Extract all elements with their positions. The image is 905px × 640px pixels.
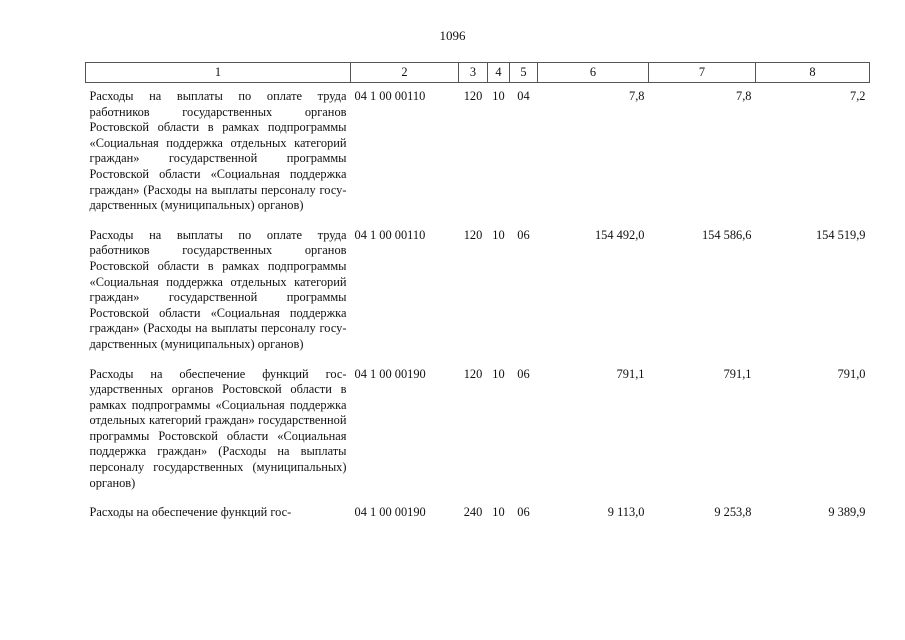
row-value-6: 7,8 [629,89,645,103]
row-description: Расходы на выплаты по оплате труда работников государственных органов Ростовской области в рамках подпрограммы «Социальная поддержка отдельных категорий граждан» государственной программы Ростовской области «Социальная поддержка граждан» (Расходы на выплаты персоналу государственных (муниципальных) органов) [89,89,347,213]
row-value-7: 154 586,6 [701,227,752,242]
row-section: 10 [492,227,505,242]
row-target-code: 04 1 00 00110 [354,89,426,103]
row-target-code: 04 1 00 00110 [354,227,426,242]
row-section: 10 [492,505,505,520]
row-target-code: 04 1 00 00190 [354,366,426,381]
row-value-6: 791,1 [616,366,645,381]
header-row [86,63,870,83]
row-value-8: 7,2 [850,89,866,103]
column-header: 7 [649,63,756,83]
column-header: 6 [538,63,649,83]
row-subsection: 06 [517,366,530,381]
row-value-8: 9 389,9 [828,505,866,520]
row-value-7: 7,8 [736,89,752,103]
row-value-6: 154 492,0 [594,227,645,242]
column-header: 8 [756,63,870,83]
row-description: Расходы на обеспечение функций государственных органов Ростовской области в рамках подпрограммы «Социальная поддержка отдельных категорий граждан» государственной программы Ростовской области «Социальная поддержка граждан» (Расходы на выплаты персоналу государственных (муниципальных) органов) [89,366,347,490]
row-description: Расходы на обеспечение функций гос- [89,505,292,520]
budget-table [85,62,870,521]
row-value-6: 9 113,0 [607,505,645,520]
row-subsection: 04 [517,89,530,103]
row-subsection: 06 [517,505,530,520]
row-section: 10 [492,366,505,381]
column-header: 1 [86,63,351,83]
row-target-code: 04 1 00 00190 [354,505,426,520]
column-header: 4 [488,63,510,83]
page-number: 1096 [439,28,466,43]
row-value-7: 791,1 [723,366,752,381]
row-value-7: 9 253,8 [714,505,752,520]
table-row [86,499,870,521]
row-expense-type: 120 [463,366,483,381]
row-description: Расходы на выплаты по оплате труда работников государственных органов Ростовской области в рамках подпрограммы «Социальная поддержка отдельных категорий граждан» государственной программы Ростовской области «Социальная поддержка граждан» (Расходы на выплаты персоналу государственных (муниципальных) органов) [89,227,347,351]
column-header: 5 [510,63,538,83]
column-header: 3 [459,63,488,83]
row-expense-type: 120 [463,89,483,103]
row-value-8: 154 519,9 [815,227,866,242]
column-header: 2 [351,63,459,83]
table-row [86,83,870,222]
row-expense-type: 240 [463,505,483,520]
row-section: 10 [492,89,505,103]
row-subsection: 06 [517,227,530,242]
row-value-8: 791,0 [837,366,866,381]
table-row [86,361,870,500]
table-row [86,222,870,361]
row-expense-type: 120 [463,227,483,242]
